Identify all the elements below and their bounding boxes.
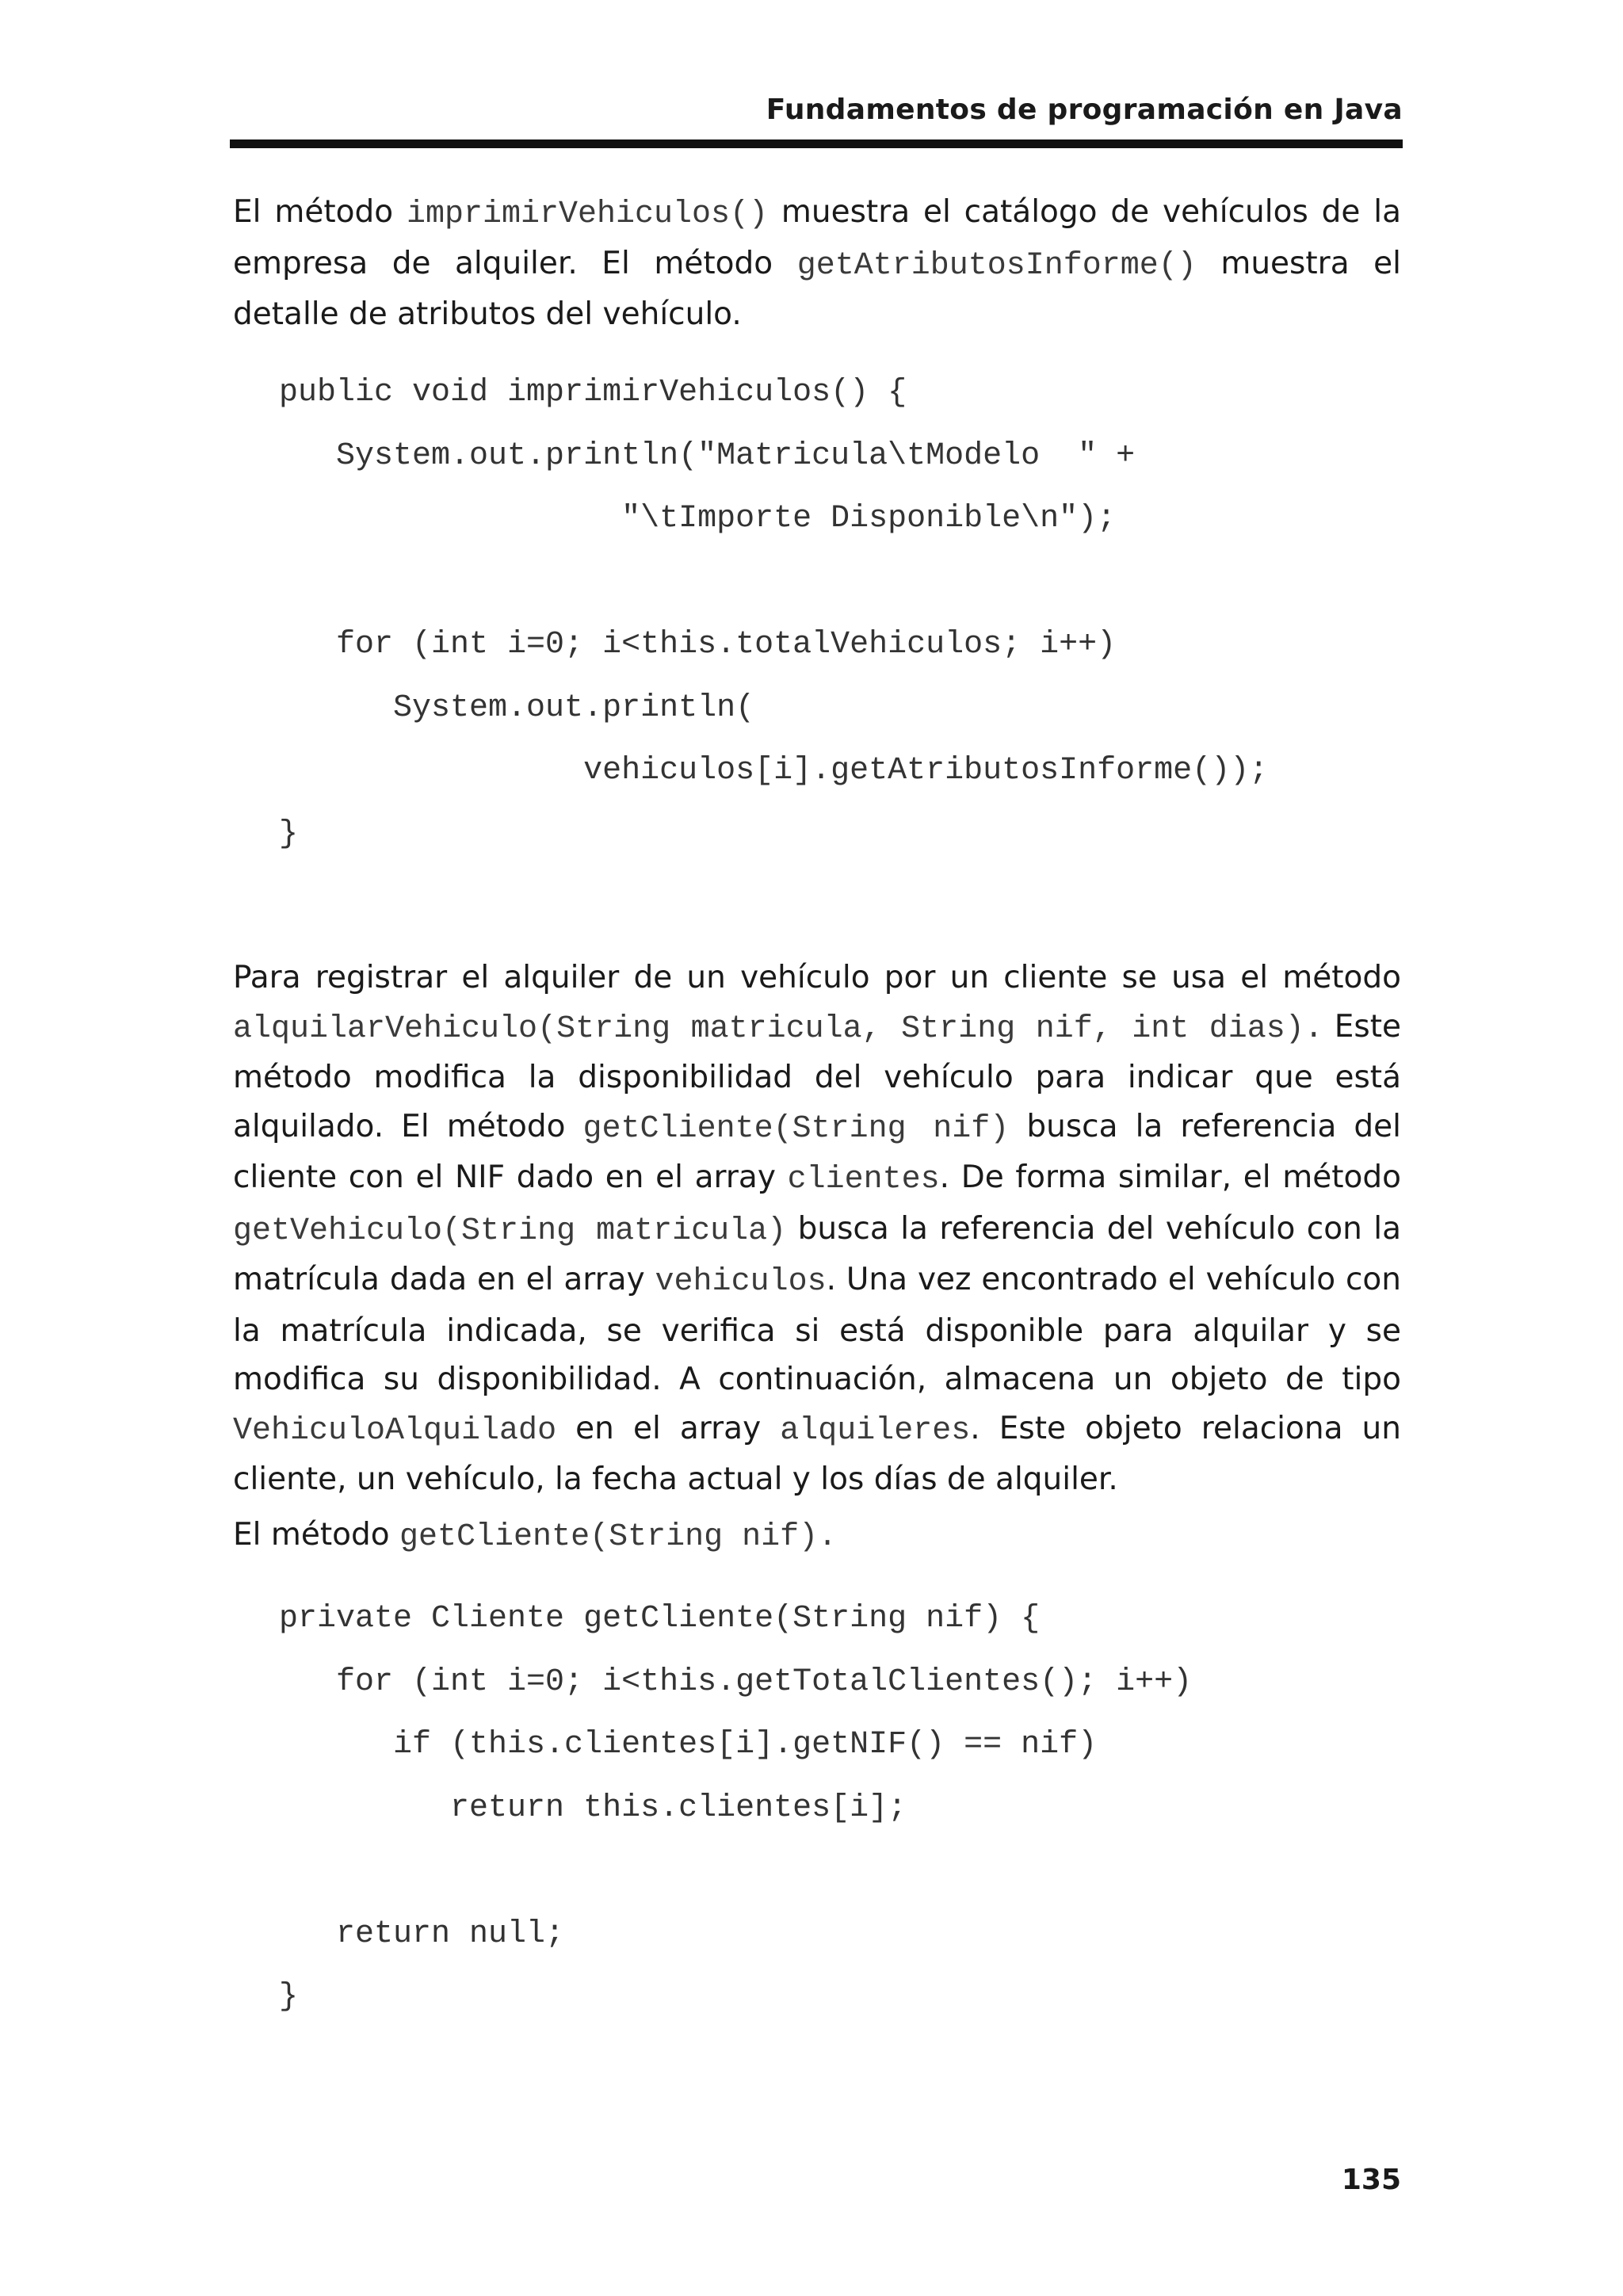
code-line: "\tImporte Disponible\n"); <box>279 501 1117 537</box>
code-line: private Cliente getCliente(String nif) { <box>279 1601 1041 1637</box>
inline-code: alquilarVehiculo(String matricula, String nif, int dias). <box>233 1010 1323 1047</box>
code-line <box>279 551 1268 614</box>
inline-code: getCliente(String nif). <box>399 1519 838 1555</box>
code-line: return null; <box>279 1916 565 1952</box>
text-segment: El método <box>233 1517 400 1553</box>
code-line: System.out.println("Matricula\tModelo " + <box>279 437 1136 474</box>
inline-code: vehiculos <box>655 1264 827 1300</box>
text-segment: busca la referencia del vehículo con la matrícula dada en el array <box>233 1210 1401 1297</box>
text-segment: . Este objeto relaciona un cliente, un vehículo, la fecha actual y los días de alquiler. <box>233 1410 1401 1497</box>
text-segment: Para registrar el alquiler de un vehículo por un cliente se usa el método <box>233 960 1401 995</box>
paragraph-alquiler <box>233 953 1401 1504</box>
page-number: 135 <box>1341 2164 1401 2196</box>
code-line: for (int i=0; i<this.getTotalClientes(); i++) <box>279 1664 1193 1700</box>
code-block-get-cliente <box>279 1587 1192 2029</box>
text-segment: muestra el catálogo de vehículos de la empresa de alquiler. El método <box>233 194 1401 281</box>
code-line: return this.clientes[i]; <box>279 1790 907 1826</box>
text-segment: Este método modifica la disponibilidad del vehículo para indicar que está alquilado. El método <box>233 1008 1401 1144</box>
code-line: } <box>279 1979 299 2015</box>
code-line: if (this.clientes[i].getNIF() == nif) <box>279 1727 1098 1763</box>
text-segment: muestra el detalle de atributos del vehículo. <box>233 245 1401 332</box>
inline-code: getVehiculo(String matricula) <box>233 1213 787 1249</box>
paragraph-get-cliente <box>233 1511 1401 1562</box>
code-line: System.out.println( <box>279 690 755 726</box>
text-segment: busca la referencia del cliente con el NIF dado en el array <box>233 1108 1401 1195</box>
text-segment: El método <box>233 194 407 230</box>
text-segment: en el array <box>556 1410 781 1446</box>
inline-code: VehiculoAlquilado <box>233 1412 557 1449</box>
code-block-imprimir-vehiculos <box>279 361 1268 865</box>
code-line: public void imprimirVehiculos() { <box>279 375 907 411</box>
code-line <box>279 1839 1192 1903</box>
inline-code: getCliente(String nif) <box>582 1110 1010 1147</box>
inline-code: clientes <box>787 1162 940 1198</box>
code-line: vehiculos[i].getAtributosInforme()); <box>279 753 1269 789</box>
text-segment: . Una vez encontrado el vehículo con la matrícula indicada, se verifica si está disponible para alquilar y se modifica su disponibilidad. A continuación, almacena un objeto de tipo <box>233 1262 1401 1397</box>
inline-code: getAtributosInforme() <box>796 247 1197 284</box>
inline-code: imprimirVehiculos() <box>406 197 769 232</box>
inline-code: alquileres <box>780 1412 971 1449</box>
code-line: } <box>279 816 299 852</box>
text-segment: . De forma similar, el método <box>939 1159 1402 1195</box>
header-rule <box>230 139 1403 148</box>
paragraph-intro <box>233 188 1401 339</box>
code-line: for (int i=0; i<this.totalVehiculos; i++) <box>279 627 1117 663</box>
running-title: Fundamentos de programación en Java <box>766 94 1403 126</box>
